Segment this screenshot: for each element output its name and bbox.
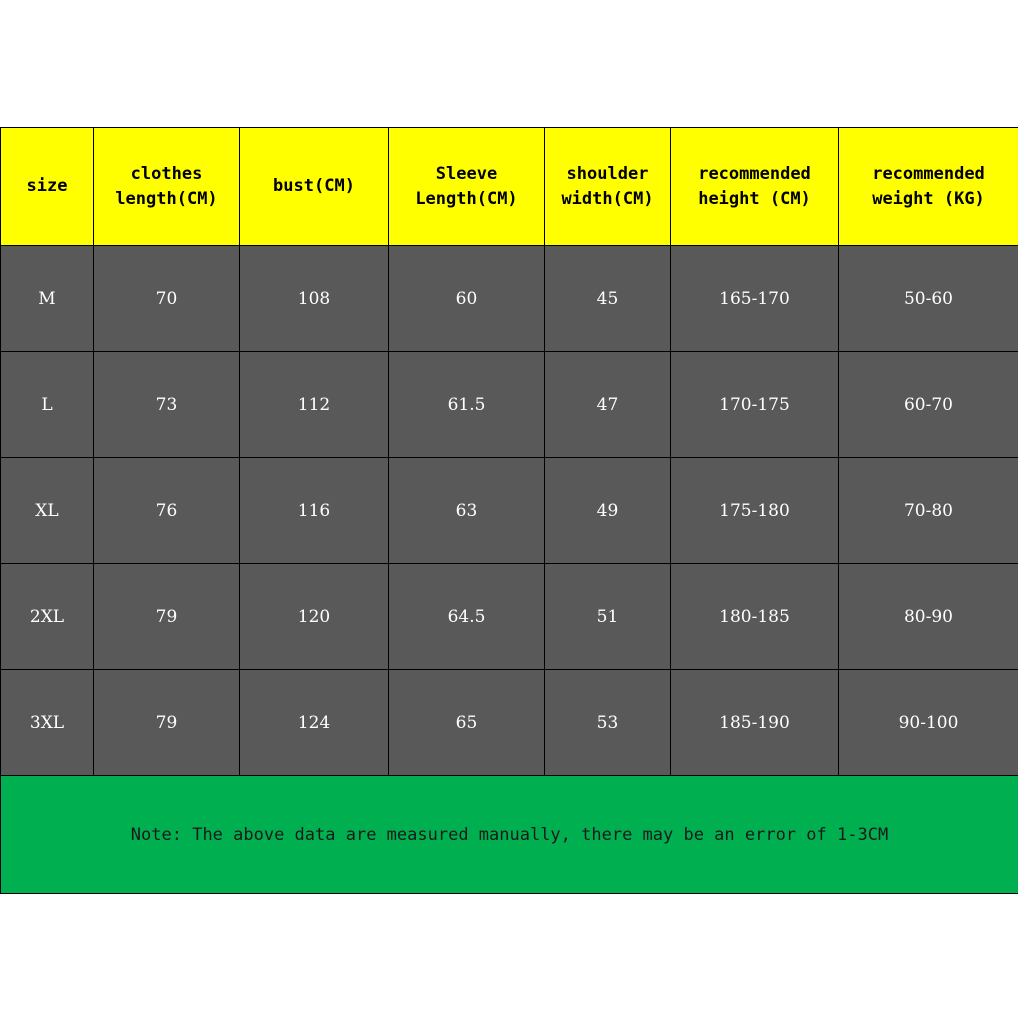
cell-recommended-height: 165-170 [671, 246, 839, 352]
cell-size: M [1, 246, 94, 352]
table-row [1, 670, 1018, 776]
table-row [1, 352, 1018, 458]
header-clothes-length: clothes length(CM) [94, 128, 240, 246]
cell-size: 3XL [1, 670, 94, 776]
header-recommended-weight: recommended weight (KG) [839, 128, 1018, 246]
cell-clothes-length: 70 [94, 246, 240, 352]
measurement-note: Note: The above data are measured manually, there may be an error of 1-3CM [1, 776, 1018, 894]
header-shoulder-width: shoulder width(CM) [545, 128, 671, 246]
cell-bust: 112 [240, 352, 389, 458]
cell-bust: 108 [240, 246, 389, 352]
header-bust: bust(CM) [240, 128, 389, 246]
header-sleeve-length: Sleeve Length(CM) [389, 128, 545, 246]
header-row [1, 128, 1018, 246]
cell-size: L [1, 352, 94, 458]
cell-recommended-height: 170-175 [671, 352, 839, 458]
cell-shoulder-width: 49 [545, 458, 671, 564]
cell-recommended-weight: 90-100 [839, 670, 1018, 776]
header-recommended-height: recommended height (CM) [671, 128, 839, 246]
cell-size: XL [1, 458, 94, 564]
cell-sleeve-length: 63 [389, 458, 545, 564]
size-chart-table [0, 127, 1018, 894]
header-size: size [1, 128, 94, 246]
note-row [1, 776, 1018, 894]
cell-clothes-length: 79 [94, 564, 240, 670]
cell-shoulder-width: 51 [545, 564, 671, 670]
cell-shoulder-width: 45 [545, 246, 671, 352]
cell-bust: 124 [240, 670, 389, 776]
cell-recommended-weight: 80-90 [839, 564, 1018, 670]
cell-recommended-weight: 60-70 [839, 352, 1018, 458]
table-row [1, 458, 1018, 564]
table-row [1, 246, 1018, 352]
cell-recommended-weight: 70-80 [839, 458, 1018, 564]
cell-recommended-weight: 50-60 [839, 246, 1018, 352]
table-row [1, 564, 1018, 670]
cell-bust: 116 [240, 458, 389, 564]
cell-clothes-length: 79 [94, 670, 240, 776]
cell-recommended-height: 180-185 [671, 564, 839, 670]
cell-recommended-height: 185-190 [671, 670, 839, 776]
cell-sleeve-length: 65 [389, 670, 545, 776]
cell-shoulder-width: 47 [545, 352, 671, 458]
cell-clothes-length: 73 [94, 352, 240, 458]
cell-sleeve-length: 64.5 [389, 564, 545, 670]
cell-shoulder-width: 53 [545, 670, 671, 776]
cell-clothes-length: 76 [94, 458, 240, 564]
cell-bust: 120 [240, 564, 389, 670]
cell-recommended-height: 175-180 [671, 458, 839, 564]
cell-sleeve-length: 61.5 [389, 352, 545, 458]
cell-size: 2XL [1, 564, 94, 670]
cell-sleeve-length: 60 [389, 246, 545, 352]
